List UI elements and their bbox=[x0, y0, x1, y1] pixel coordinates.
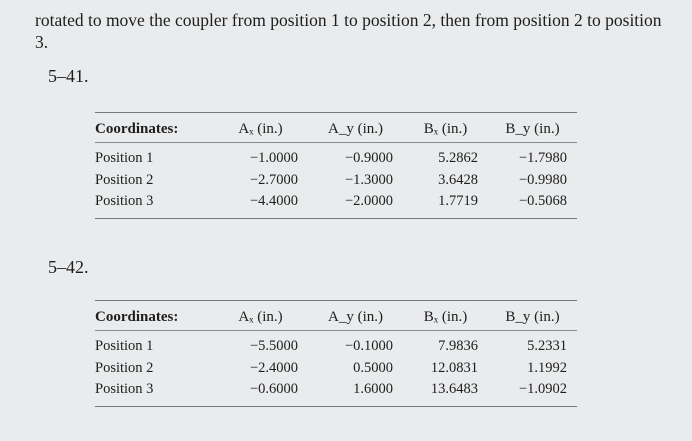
cell-ax: −5.5000 bbox=[249, 338, 298, 355]
cell-bx: 5.2862 bbox=[438, 150, 478, 167]
row-label: Position 3 bbox=[95, 193, 154, 210]
header-bx: Bₓ (in.) bbox=[403, 304, 488, 331]
cell-by: 5.2331 bbox=[527, 338, 567, 355]
cell-ay: −0.9000 bbox=[344, 150, 393, 167]
cell-ax: −0.6000 bbox=[249, 381, 298, 398]
cell-ax: −2.4000 bbox=[249, 359, 298, 376]
header-by: B_y (in.) bbox=[488, 304, 577, 331]
cell-bx: 3.6428 bbox=[438, 171, 478, 188]
cell-ax: −4.4000 bbox=[249, 193, 298, 210]
cell-ay: −0.1000 bbox=[344, 338, 393, 355]
row-label: Position 2 bbox=[95, 359, 154, 376]
cell-by: 1.1992 bbox=[527, 359, 567, 376]
table-row bbox=[95, 331, 577, 358]
header-ay: A_y (in.) bbox=[308, 116, 403, 143]
coordinates-table-5-42 bbox=[95, 300, 577, 407]
table-row bbox=[95, 191, 577, 213]
header-ax: Aₓ (in.) bbox=[213, 304, 308, 331]
cell-by: −0.5068 bbox=[518, 193, 567, 210]
cell-bx: 13.6483 bbox=[430, 381, 478, 398]
cell-ay: −1.3000 bbox=[344, 171, 393, 188]
table-top-rule bbox=[95, 300, 577, 301]
cell-bx: 12.0831 bbox=[430, 359, 478, 376]
coordinates-table-5-41 bbox=[95, 112, 577, 219]
table-row bbox=[95, 379, 577, 401]
cell-ay: −2.0000 bbox=[344, 193, 393, 210]
cell-by: −1.7980 bbox=[518, 150, 567, 167]
cell-by: −1.0902 bbox=[518, 381, 567, 398]
row-label: Position 2 bbox=[95, 171, 154, 188]
row-label: Position 3 bbox=[95, 381, 154, 398]
problem-number-5-41: 5–41. bbox=[48, 66, 89, 86]
table-row bbox=[95, 170, 577, 192]
table-row bbox=[95, 358, 577, 380]
table-bottom-rule bbox=[95, 218, 577, 219]
row-label: Position 1 bbox=[95, 150, 154, 167]
table-header-row bbox=[95, 116, 577, 143]
cell-bx: 7.9836 bbox=[438, 338, 478, 355]
header-ay: A_y (in.) bbox=[308, 304, 403, 331]
cell-ax: −1.0000 bbox=[249, 150, 298, 167]
table-bottom-rule bbox=[95, 406, 577, 407]
header-ax: Aₓ (in.) bbox=[213, 116, 308, 143]
cell-ax: −2.7000 bbox=[249, 171, 298, 188]
header-coordinates: Coordinates: bbox=[95, 116, 213, 143]
cell-ay: 1.6000 bbox=[353, 381, 393, 398]
table-row bbox=[95, 143, 577, 170]
cell-by: −0.9980 bbox=[518, 171, 567, 188]
table-top-rule bbox=[95, 112, 577, 113]
cell-bx: 1.7719 bbox=[438, 193, 478, 210]
table-header-row bbox=[95, 304, 577, 331]
problem-number-5-42: 5–42. bbox=[48, 257, 89, 277]
cell-ay: 0.5000 bbox=[353, 359, 393, 376]
header-bx: Bₓ (in.) bbox=[403, 116, 488, 143]
row-label: Position 1 bbox=[95, 338, 154, 355]
header-by: B_y (in.) bbox=[488, 116, 577, 143]
header-coordinates: Coordinates: bbox=[95, 304, 213, 331]
intro-paragraph: rotated to move the coupler from position 1 to position 2, then from position 2 to position 3. bbox=[35, 10, 662, 52]
